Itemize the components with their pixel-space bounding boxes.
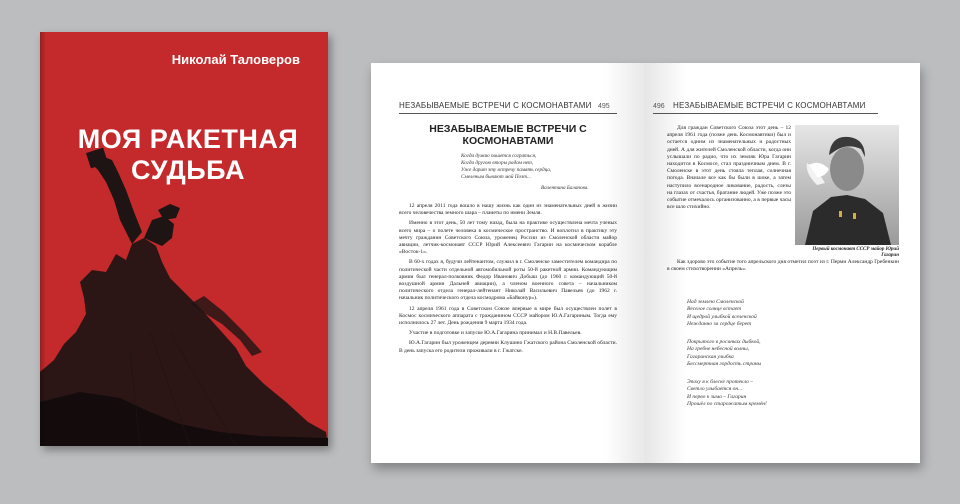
paragraph: Ю.А.Гагарин был уроженцем деревни Клушино Гжатского района Смоленской области. В день запуска его родители проживали в г. Гжатске. [399, 340, 617, 354]
article-title: НЕЗАБЫВАЕМЫЕ ВСТРЕЧИ С КОСМОНАВТАМИ [429, 123, 587, 147]
paragraph: Именно в этот день, 50 лет тому назад, была на практике осуществлена мечта ученых всего мира – о полете человека в космическое пространство. И воплотил в практику эту мечту гражданин Советского Союза, уроженец России из Смоленской области майор авиации, летчик-космонавт СССР Юрий Алексеевич Гагарин на космическом корабле «Восток-1». [399, 220, 617, 256]
book-cover [40, 32, 328, 446]
cover-author: Николай Таловеров [171, 52, 300, 67]
poem-stanza [687, 339, 867, 369]
portrait-illustration [795, 125, 899, 245]
epigraph-line: Уже дарит эту встречу память сердца, [461, 167, 552, 173]
left-running-head: НЕЗАБЫВАЕМЫЕ ВСТРЕЧИ С КОСМОНАВТАМИ [399, 101, 592, 110]
cover-spine-shade [40, 32, 46, 446]
right-running-head: НЕЗАБЫВАЕМЫЕ ВСТРЕЧИ С КОСМОНАВТАМИ [673, 101, 866, 110]
right-page [645, 63, 920, 463]
epigraph-line: Когда другою вторы радом нет, [461, 160, 534, 166]
poem-line-part: И перво к [687, 393, 710, 400]
left-page [371, 63, 645, 463]
open-book-spread [371, 63, 920, 463]
right-body-text [667, 259, 899, 276]
poem-line: Прошёл по старожатым кремён! [687, 401, 767, 408]
poem-line: И щедрой улыбкой вселенской [687, 313, 757, 320]
poem-line: На гребне небесной волны, [687, 346, 750, 353]
poem-line: Светло улыбается он... [687, 386, 743, 393]
poem-line: Покрытого в росинках дыбкой, [687, 339, 761, 345]
photo-caption: Первый космонавт СССР майор Юрий Гагарин [812, 247, 899, 258]
left-body-text [399, 203, 617, 358]
poem-line: Нежданно за сердце берет [687, 321, 752, 328]
poem-stanza [687, 299, 867, 329]
poem-line: Бессмертная гордость страны [687, 361, 762, 368]
poem-line [687, 394, 867, 401]
paragraph: Участие в подготовке и запуске Ю.А.Гагарина принимал и Н.В.Павельев. [409, 330, 582, 337]
left-header-rule [399, 113, 617, 114]
poem-line: Веселое солнце встает [687, 306, 742, 313]
right-body-text-column [667, 125, 791, 214]
paragraph: В 60-х годах я, будучи лейтенантом, служил в г. Смоленске заместителем командира по политической части отдельной автомобильной роты 50-й ракетной армии. Командующим армии был генерал-полковник Федор Иванович Добыш (до 1960 г. командующий 50-й воздушной армии Дальней авиации), а членом военного совета – начальником политического отдела генерал-лейтенант Николай Васильевич Павельев (до 1962 г. начальник политического отдела космодрома «Байконур»). [399, 259, 617, 302]
poem-line: Эпоху я к блеске протекло – [687, 379, 754, 385]
right-header-rule [653, 113, 878, 114]
poem-stanza [687, 379, 867, 409]
epigraph [461, 153, 611, 181]
poem-line: Над землею Смоленской [687, 299, 744, 305]
cover-title: МОЯ РАКЕТНАЯ СУДЬБА [77, 124, 299, 185]
paragraph: 12 апреля 2011 года вошло в нашу жизнь как один из знаменательных дней в жизни всего человечества земного шара – планеты по имени Земля. [399, 203, 617, 217]
gagarin-photo [795, 125, 899, 245]
epigraph-line: Когда думаю пишется сограться, [461, 153, 537, 159]
paragraph: Для граждан Советского Союза этот день – 12 апреля 1961 года (позже день Космонавтики) был и остается одним из знаменательных и радостных дней. А для жителей Смоленской области, когда они услышали по радио, что их земляк Юра Гагарин находится в Космосе, стал праздничным днем. В г. Смоленске в этот день стояла теплая, солнечная погода. Вначале все как бы были в шоке, а затем наступило всенародное ликование, радость, слезы на глазах от счастья, братание людей. Уже позже это событие отмечалось организованно, а в первые часы все шло стихийно. [667, 125, 791, 211]
poem-line: Гагаринская улыбка [687, 353, 734, 360]
epigraph-author: Валентина Баланова. [541, 185, 589, 191]
poem-line-part: зима – Гагарин [710, 393, 747, 400]
soldier-silhouette-illustration [40, 32, 328, 446]
epigraph-line: Смеленым бывают мой Поэт... [461, 174, 531, 180]
paragraph: Как здорово это событие того апрельского дня отметил поэт из г. Перми Александр Гребенкин в своем стихотворении «Апрель». [667, 259, 899, 273]
left-page-number: 495 [598, 103, 610, 110]
paragraph: 12 апреля 1961 года в Советском Союзе впервые в мире был осуществлен полет в Космос космического аппарата с гражданином СССР майором Ю.А.Гагариным. Тогда ему исполнилось 27 лет. День рождения 9 марта 1934 года. [399, 305, 617, 327]
right-page-number: 496 [653, 103, 665, 110]
